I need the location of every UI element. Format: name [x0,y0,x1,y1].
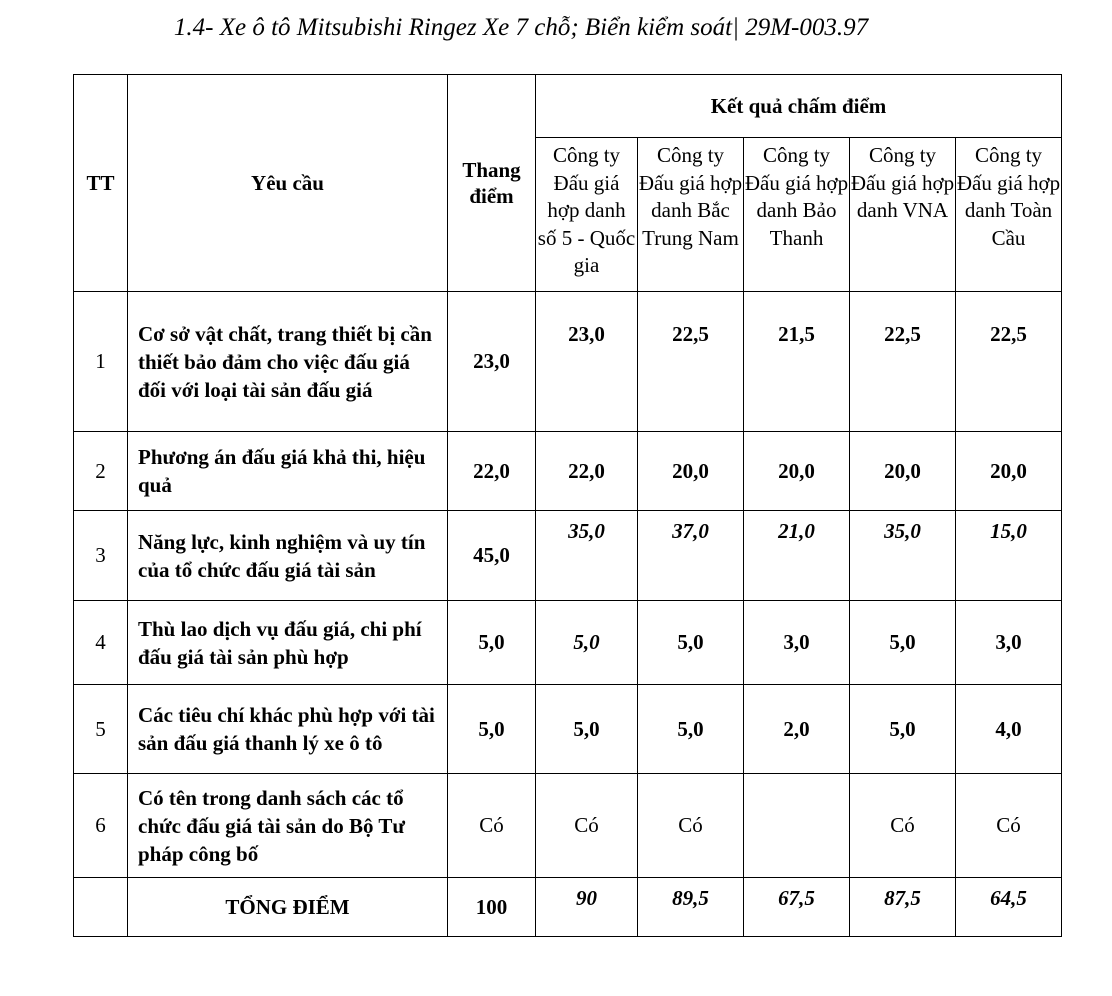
score-cell: 37,0 [638,511,744,601]
score-cell: Có [536,774,638,878]
table-row [74,511,1062,601]
row-scale: 5,0 [448,601,536,685]
row-tt: 4 [74,601,128,685]
row-scale: 23,0 [448,292,536,432]
row-tt: 6 [74,774,128,878]
score-cell: 20,0 [850,432,956,511]
score-cell: 5,0 [850,601,956,685]
row-tt: 1 [74,292,128,432]
header-results: Kết quả chấm điểm [536,75,1062,138]
score-cell: 20,0 [744,432,850,511]
total-tt-empty [74,878,128,937]
score-cell: 22,5 [956,292,1062,432]
score-cell: Có [956,774,1062,878]
score-cell: 20,0 [956,432,1062,511]
total-score-cell: 89,5 [638,878,744,937]
score-cell [744,774,850,878]
company-header: Công ty Đấu giá hợp danh Toàn Cầu [956,138,1062,292]
table-row [74,685,1062,774]
score-cell: 2,0 [744,685,850,774]
table-row [74,774,1062,878]
row-scale: Có [448,774,536,878]
score-cell: 4,0 [956,685,1062,774]
company-header: Công ty Đấu giá hợp danh số 5 - Quốc gia [536,138,638,292]
total-score-cell: 67,5 [744,878,850,937]
score-cell: 5,0 [638,601,744,685]
total-score-cell: 90 [536,878,638,937]
table-row [74,432,1062,511]
row-scale: 5,0 [448,685,536,774]
score-cell: Có [850,774,956,878]
document-title: 1.4- Xe ô tô Mitsubishi Ringez Xe 7 chỗ; Biển kiểm soát| 29M-003.97 [173,14,869,41]
score-cell: 23,0 [536,292,638,432]
row-requirement: Có tên trong danh sách các tổ chức đấu giá tài sản do Bộ Tư pháp công bố [128,774,448,878]
row-requirement: Phương án đấu giá khả thi, hiệu quả [128,432,448,511]
score-cell: Có [638,774,744,878]
scoring-table [73,74,1062,937]
score-cell: 5,0 [536,601,638,685]
table-row [74,292,1062,432]
row-requirement: Năng lực, kinh nghiệm và uy tín của tổ chức đấu giá tài sản [128,511,448,601]
score-cell: 3,0 [956,601,1062,685]
company-header: Công ty Đấu giá hợp danh Bảo Thanh [744,138,850,292]
company-header: Công ty Đấu giá hợp danh Bắc Trung Nam [638,138,744,292]
score-cell: 3,0 [744,601,850,685]
row-tt: 5 [74,685,128,774]
header-row-1 [74,75,1062,138]
header-requirement: Yêu cầu [128,75,448,292]
row-scale: 22,0 [448,432,536,511]
score-cell: 20,0 [638,432,744,511]
row-tt: 3 [74,511,128,601]
score-cell: 21,0 [744,511,850,601]
score-cell: 22,5 [638,292,744,432]
score-cell: 5,0 [536,685,638,774]
table-row [74,601,1062,685]
header-scale: Thang điểm [448,75,536,292]
company-header: Công ty Đấu giá hợp danh VNA [850,138,956,292]
score-cell: 5,0 [850,685,956,774]
total-score-cell: 64,5 [956,878,1062,937]
score-cell: 35,0 [536,511,638,601]
total-score-cell: 87,5 [850,878,956,937]
total-label: TỔNG ĐIỂM [128,878,448,937]
row-requirement: Cơ sở vật chất, trang thiết bị cần thiết bảo đảm cho việc đấu giá đối với loại tài sản đấu giá [128,292,448,432]
row-scale: 45,0 [448,511,536,601]
score-cell: 22,0 [536,432,638,511]
score-cell: 22,5 [850,292,956,432]
score-cell: 35,0 [850,511,956,601]
row-tt: 2 [74,432,128,511]
score-cell: 15,0 [956,511,1062,601]
row-requirement: Các tiêu chí khác phù hợp với tài sản đấu giá thanh lý xe ô tô [128,685,448,774]
header-tt: TT [74,75,128,292]
score-cell: 21,5 [744,292,850,432]
total-row [74,878,1062,937]
score-cell: 5,0 [638,685,744,774]
row-requirement: Thù lao dịch vụ đấu giá, chi phí đấu giá tài sản phù hợp [128,601,448,685]
total-scale: 100 [448,878,536,937]
